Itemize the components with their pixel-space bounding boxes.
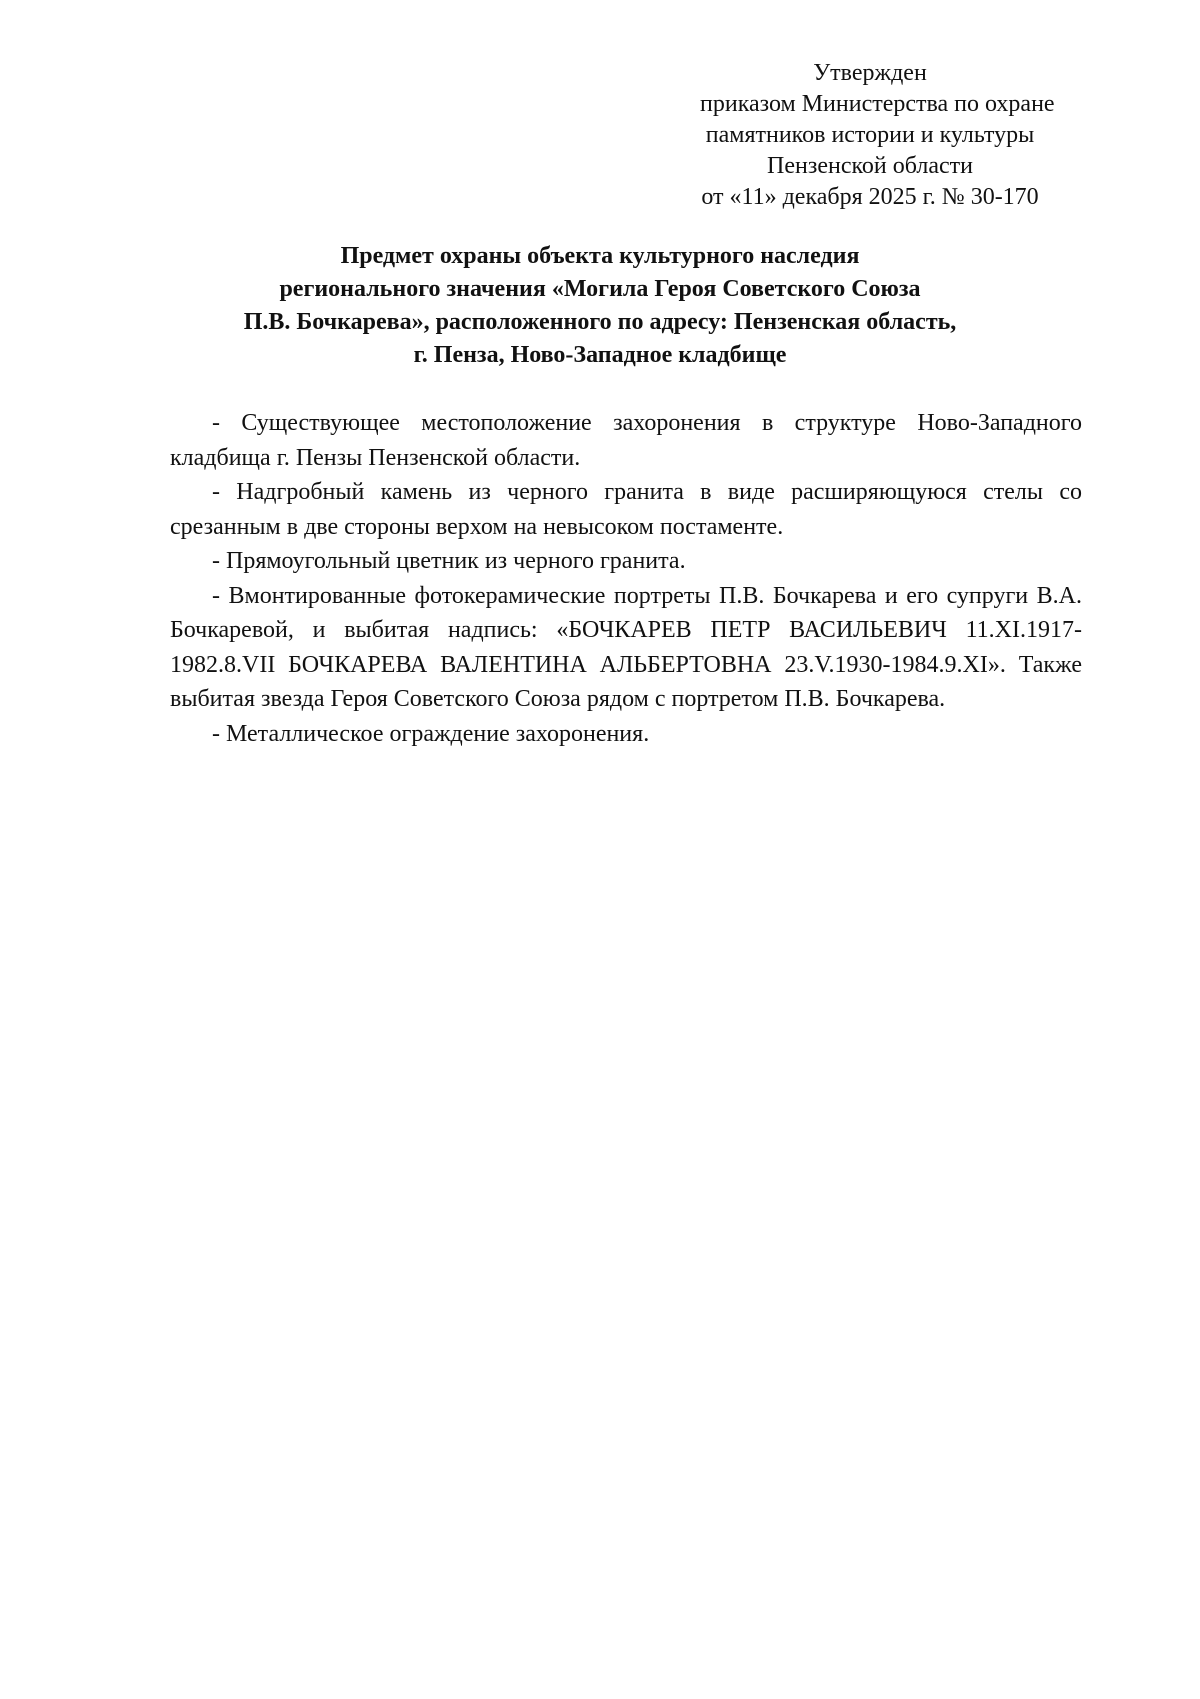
approval-block — [700, 58, 1055, 213]
document-title — [170, 240, 1030, 372]
approval-region-line: Пензенской области — [767, 153, 973, 179]
protection-item-location: - Существующее местоположение захоронения в структуре Ново-Западного кладбища г. Пензы Пензенской области. — [170, 410, 1082, 471]
title-line-3: П.В. Бочкарева», расположенного по адресу: Пензенская область, — [243, 309, 957, 335]
approval-order-line: приказом Министерства по охране — [700, 91, 1055, 117]
approval-ministry-line: памятников истории и культуры — [705, 122, 1035, 148]
title-line-2: регионального значения «Могила Героя Советского Союза — [279, 276, 921, 302]
protection-item-headstone: - Надгробный камень из черного гранита в виде расширяющуюся стелы со срезанным в две стороны верхом на невысоком постаменте. — [170, 479, 1082, 540]
protection-items — [170, 406, 1082, 751]
approval-date-number: от «11» декабря 2025 г. № 30-170 — [701, 184, 1039, 210]
title-line-4: г. Пенза, Ново-Западное кладбище — [413, 342, 787, 368]
protection-item-fence: - Металлическое ограждение захоронения. — [212, 720, 650, 747]
protection-item-portraits-inscription: - Вмонтированные фотокерамические портреты П.В. Бочкарева и его супруги В.А. Бочкаревой, и выбитая надпись: «БОЧКАРЕВ ПЕТР ВАСИЛЬЕВИЧ 11.XI.1917-1982.8.VII БОЧКАРЕВА ВАЛЕНТИНА АЛЬБЕРТОВНА 23.V.1930-1984.9.XI». Также выбитая звезда Героя Советского Союза рядом с портретом П.В. Бочкарева. — [170, 582, 1082, 712]
protection-item-flowerbed: - Прямоугольный цветник из черного гранита. — [212, 548, 686, 574]
approval-heading: Утвержден — [813, 60, 927, 86]
title-line-1: Предмет охраны объекта культурного наследия — [340, 243, 860, 269]
